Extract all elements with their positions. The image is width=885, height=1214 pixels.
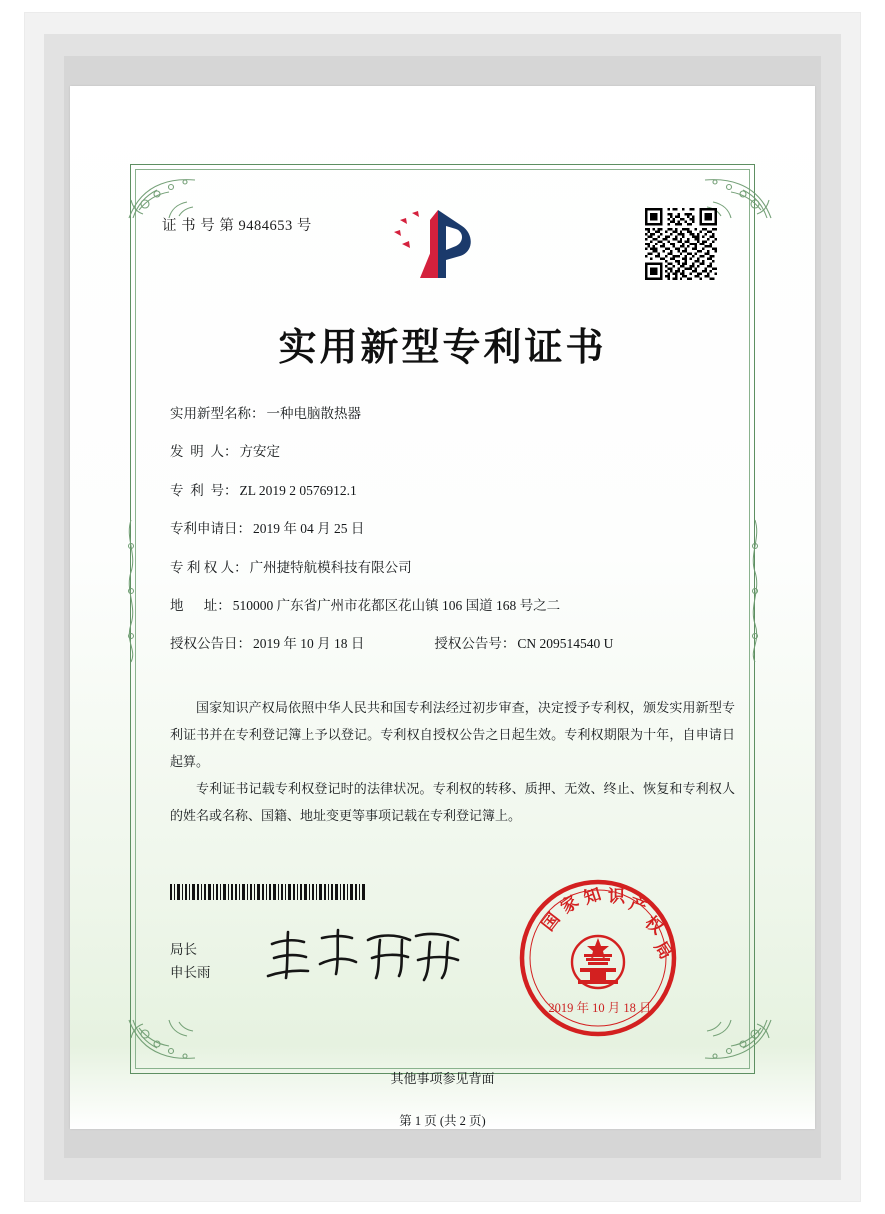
- svg-text:知: 知: [581, 884, 604, 909]
- director-block: [170, 938, 211, 984]
- legal-paragraph-1: 国家知识产权局依照中华人民共和国专利法经过初步审查，决定授予专利权，颁发实用新型专利证书并在专利登记簿上予以登记。专利权自授权公告之日起生效。专利权期限为十年，自申请日起算。: [170, 700, 735, 769]
- legal-paragraph-2: 专利证书记载专利权登记时的法律状况。专利权的转移、质押、无效、终止、恢复和专利权人的姓名或名称、国籍、地址变更等事项记载在专利登记簿上。: [170, 781, 735, 823]
- page-title: 实用新型专利证书: [278, 325, 607, 369]
- svg-text:权: 权: [640, 912, 667, 939]
- side-ornament-icon: [742, 516, 768, 666]
- field-label: 专利申请日：: [170, 521, 251, 537]
- field-label: 地 址：: [170, 597, 231, 613]
- field-row-patentee: [170, 560, 730, 577]
- field-value: 广州捷特航模科技有限公司: [249, 559, 412, 575]
- page-number: 第 1 页 (共 2 页): [399, 1114, 486, 1128]
- field-row-address: [170, 598, 730, 615]
- field-value: 方安定: [239, 444, 280, 460]
- footer-note: 其他事项参见背面: [390, 1071, 495, 1086]
- svg-text:局: 局: [649, 938, 676, 964]
- handwritten-signature-icon: [260, 924, 470, 990]
- grant-date-label: 授权公告日：: [170, 636, 251, 652]
- svg-text:家: 家: [557, 891, 583, 919]
- legal-text-block: [170, 694, 735, 829]
- grant-number-label: 授权公告号：: [434, 636, 516, 652]
- patent-logo-icon: [386, 204, 508, 286]
- director-label: 局长: [170, 942, 197, 957]
- grant-date-value: 2019 年 10 月 18 日: [253, 636, 365, 652]
- seal-date: 2019 年 10 月 18 日: [548, 1001, 652, 1015]
- svg-text:识: 识: [608, 887, 625, 907]
- field-value: 2019 年 04 月 25 日: [253, 521, 365, 537]
- field-label: 实用新型名称：: [170, 406, 265, 421]
- field-label: 专 利 权 人：: [170, 559, 248, 575]
- qr-code-icon: [645, 208, 717, 280]
- director-name: 申长雨: [170, 965, 211, 980]
- field-row-inventor: [170, 444, 730, 461]
- field-value: 510000 广东省广州市花都区花山镇 106 国道 168 号之二: [232, 597, 561, 613]
- side-ornament-icon: [118, 516, 144, 666]
- field-row-patent-number: [170, 483, 730, 500]
- svg-text:产: 产: [626, 893, 650, 919]
- field-value: ZL 2019 2 0576912.1: [239, 482, 357, 498]
- field-row-utility-model-name: [170, 406, 730, 423]
- certificate-number: 证 书 号 第 9484653 号: [162, 218, 312, 234]
- field-label: 发 明 人：: [170, 444, 238, 460]
- field-list: [170, 406, 730, 675]
- field-label: 专 利 号：: [170, 482, 238, 498]
- corner-ornament-icon: [125, 160, 211, 222]
- field-value: 一种电脑散热器: [266, 406, 361, 421]
- grant-number-value: CN 209514540 U: [517, 636, 614, 652]
- certificate-paper: [70, 86, 815, 1129]
- svg-text:国: 国: [538, 909, 565, 936]
- barcode-icon: [170, 884, 366, 900]
- field-row-grant-announcement: [170, 636, 730, 653]
- field-row-application-date: [170, 521, 730, 538]
